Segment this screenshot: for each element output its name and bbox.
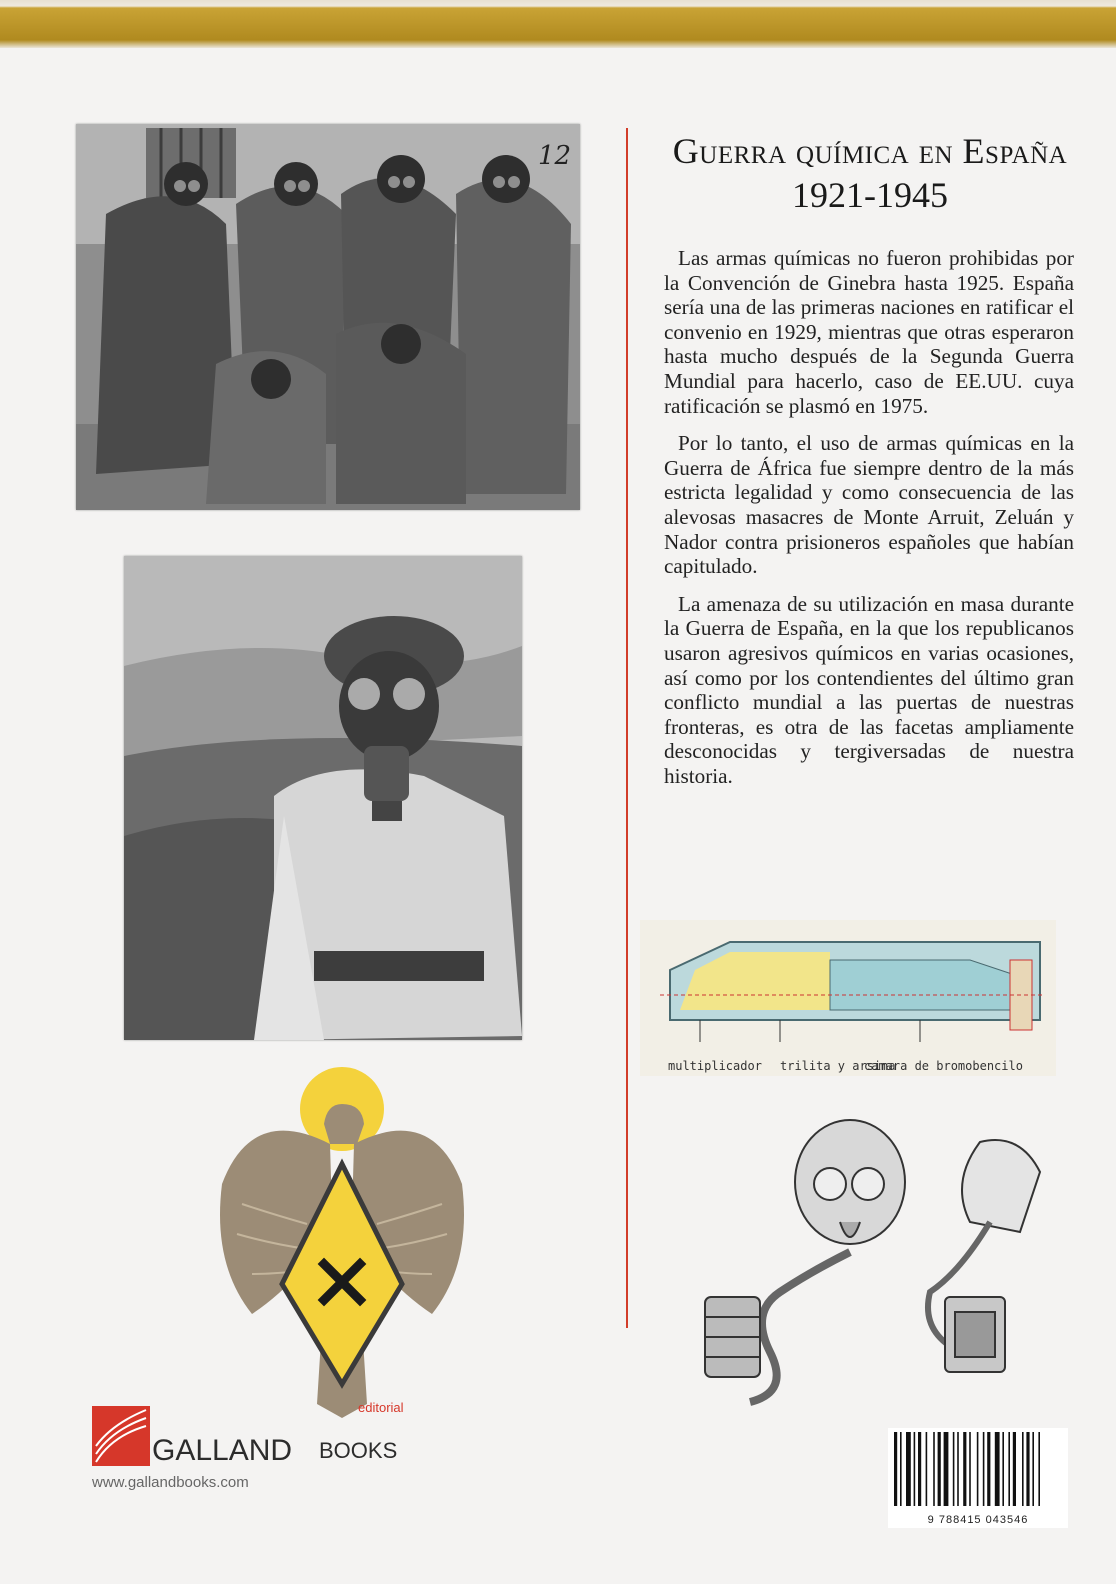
gas-mask-illustration: [690, 1112, 1080, 1412]
eagle-emblem: [212, 1064, 472, 1418]
barcode-bar: [900, 1432, 902, 1506]
diagram-label-chamber: camara de bromobencilo: [864, 1059, 1023, 1073]
barcode-digits: 9 788415 043546: [927, 1514, 1029, 1526]
photo-annotation: 12: [538, 141, 572, 171]
paragraph-3: La amenaza de su utilización en masa durante la Guerra de España, en la que los republicanos usaron agresivos químicos en varias ocasiones, así como por los contendientes del último gran conflicto mundial a las puertas de nuestras fronteras, es otra de las facetas ampliamente desconocidas y tergiversadas de nuestra historia.: [664, 591, 1074, 788]
publisher-url[interactable]: www.gallandbooks.com: [92, 1474, 249, 1491]
top-gold-bar: [0, 0, 1116, 48]
barcode-bar: [938, 1432, 941, 1506]
barcode-bar: [1026, 1432, 1029, 1506]
barcode-bar: [963, 1432, 966, 1506]
barcode-bar: [983, 1432, 985, 1506]
barcode-bar: [1022, 1432, 1024, 1506]
paragraph-2: Por lo tanto, el uso de armas químicas en la Guerra de África fue siempre dentro de la más estricta legalidad y como consecuencia de las alevosas masacres de Monte Arruit, Zeluán y Nador contra prisioneros españoles que habían capitulado.: [664, 431, 1074, 579]
barcode-bars: [888, 1428, 1068, 1512]
barcode-bar: [1008, 1432, 1010, 1506]
publisher-name: GALLAND: [152, 1434, 293, 1467]
paragraph-1: Las armas químicas no fueron prohibidas por la Convención de Ginebra hasta 1925. España sería una de las primeras naciones en ratificar el convenio en 1929, mientras que otras esperaron hasta mucho después de la Segunda Guerra Mundial para hacerlo, caso de EE.UU. cuya ratificación se plasmó en 1975.: [664, 246, 1074, 418]
barcode-bar: [1013, 1432, 1016, 1506]
barcode-bar: [987, 1432, 990, 1506]
barcode-bar: [906, 1432, 911, 1506]
diagram-label-multiplier: multiplicador: [668, 1059, 762, 1073]
barcode-bar: [1038, 1432, 1040, 1506]
barcode-bar: [926, 1432, 928, 1506]
photo-soldier-portrait: [124, 556, 522, 1040]
synopsis-text: [664, 246, 1074, 801]
title-years: 1921-1945: [792, 175, 948, 215]
barcode-bar: [957, 1432, 959, 1506]
barcode-bar: [969, 1432, 971, 1506]
photo-soldiers-gas-masks: [76, 124, 580, 510]
publisher-editorial: editorial: [358, 1400, 404, 1415]
barcode-bar: [894, 1432, 897, 1506]
isbn-barcode: [888, 1428, 1068, 1528]
vertical-divider: [626, 128, 628, 1328]
book-title: [640, 128, 1100, 216]
barcode-bar: [1002, 1432, 1004, 1506]
galland-logo-mark: [92, 1406, 150, 1466]
barcode-bar: [933, 1432, 935, 1506]
barcode-bar: [944, 1432, 949, 1506]
publisher-books: BOOKS: [319, 1438, 398, 1463]
barcode-bar: [977, 1432, 979, 1506]
barcode-bar: [914, 1432, 916, 1506]
publisher-logo: [92, 1400, 432, 1480]
barcode-bar: [918, 1432, 921, 1506]
barcode-bar: [1032, 1432, 1034, 1506]
title-line-1: Guerra química en España: [672, 131, 1068, 171]
barcode-bar: [953, 1432, 955, 1506]
barcode-bar: [995, 1432, 1000, 1506]
shell-diagram: [640, 920, 1056, 1076]
diagram-label-charge: trilita y arsina: [780, 1059, 896, 1073]
